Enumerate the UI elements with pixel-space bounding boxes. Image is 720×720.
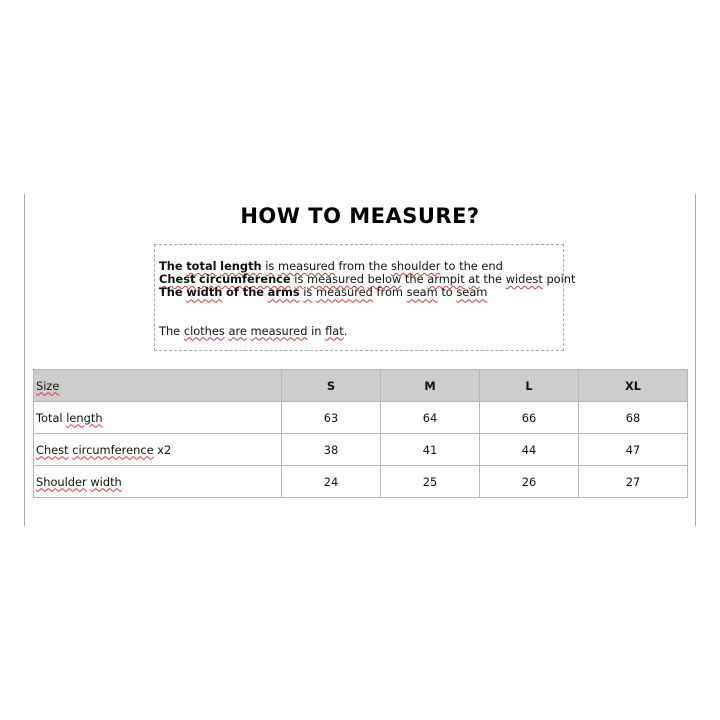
table-cell: 24 <box>282 466 381 498</box>
table-cell: 41 <box>381 434 480 466</box>
table-cell: 64 <box>381 402 480 434</box>
note-line-2: Chest circumference is measured below the armpit at the widest point <box>159 272 576 287</box>
left-border-line <box>24 194 25 526</box>
header-cell-size: Size <box>34 370 282 402</box>
table-row <box>34 466 688 498</box>
header-cell-xl: XL <box>579 370 688 402</box>
table-cell: 63 <box>282 402 381 434</box>
page-title: HOW TO MEASURE? <box>240 204 480 228</box>
table-cell: 25 <box>381 466 480 498</box>
row-label-total-length: Total length <box>34 402 282 434</box>
note-line-1: The total length is measured from the shoulder to the end <box>159 259 503 273</box>
table-header-row <box>34 370 688 402</box>
table-cell: 38 <box>282 434 381 466</box>
table-row <box>34 434 688 466</box>
header-cell-s: S <box>282 370 381 402</box>
row-label-shoulder-width: Shoulder width <box>34 466 282 498</box>
size-chart-table <box>33 369 688 498</box>
note-line-4: The clothes are measured in flat. <box>159 323 348 338</box>
table-row <box>34 402 688 434</box>
table-cell: 26 <box>480 466 579 498</box>
header-cell-m: M <box>381 370 480 402</box>
note-line-3: The width of the arms is measured from seam to seam <box>159 285 488 300</box>
table-cell: 66 <box>480 402 579 434</box>
note-spacer <box>159 300 563 325</box>
table-cell: 68 <box>579 402 688 434</box>
row-label-chest-circumference: Chest circumference x2 <box>34 434 282 466</box>
table-cell: 47 <box>579 434 688 466</box>
right-border-line <box>695 194 696 526</box>
table-cell: 44 <box>480 434 579 466</box>
table-cell: 27 <box>579 466 688 498</box>
measurement-notes-box <box>154 244 576 351</box>
header-cell-l: L <box>480 370 579 402</box>
